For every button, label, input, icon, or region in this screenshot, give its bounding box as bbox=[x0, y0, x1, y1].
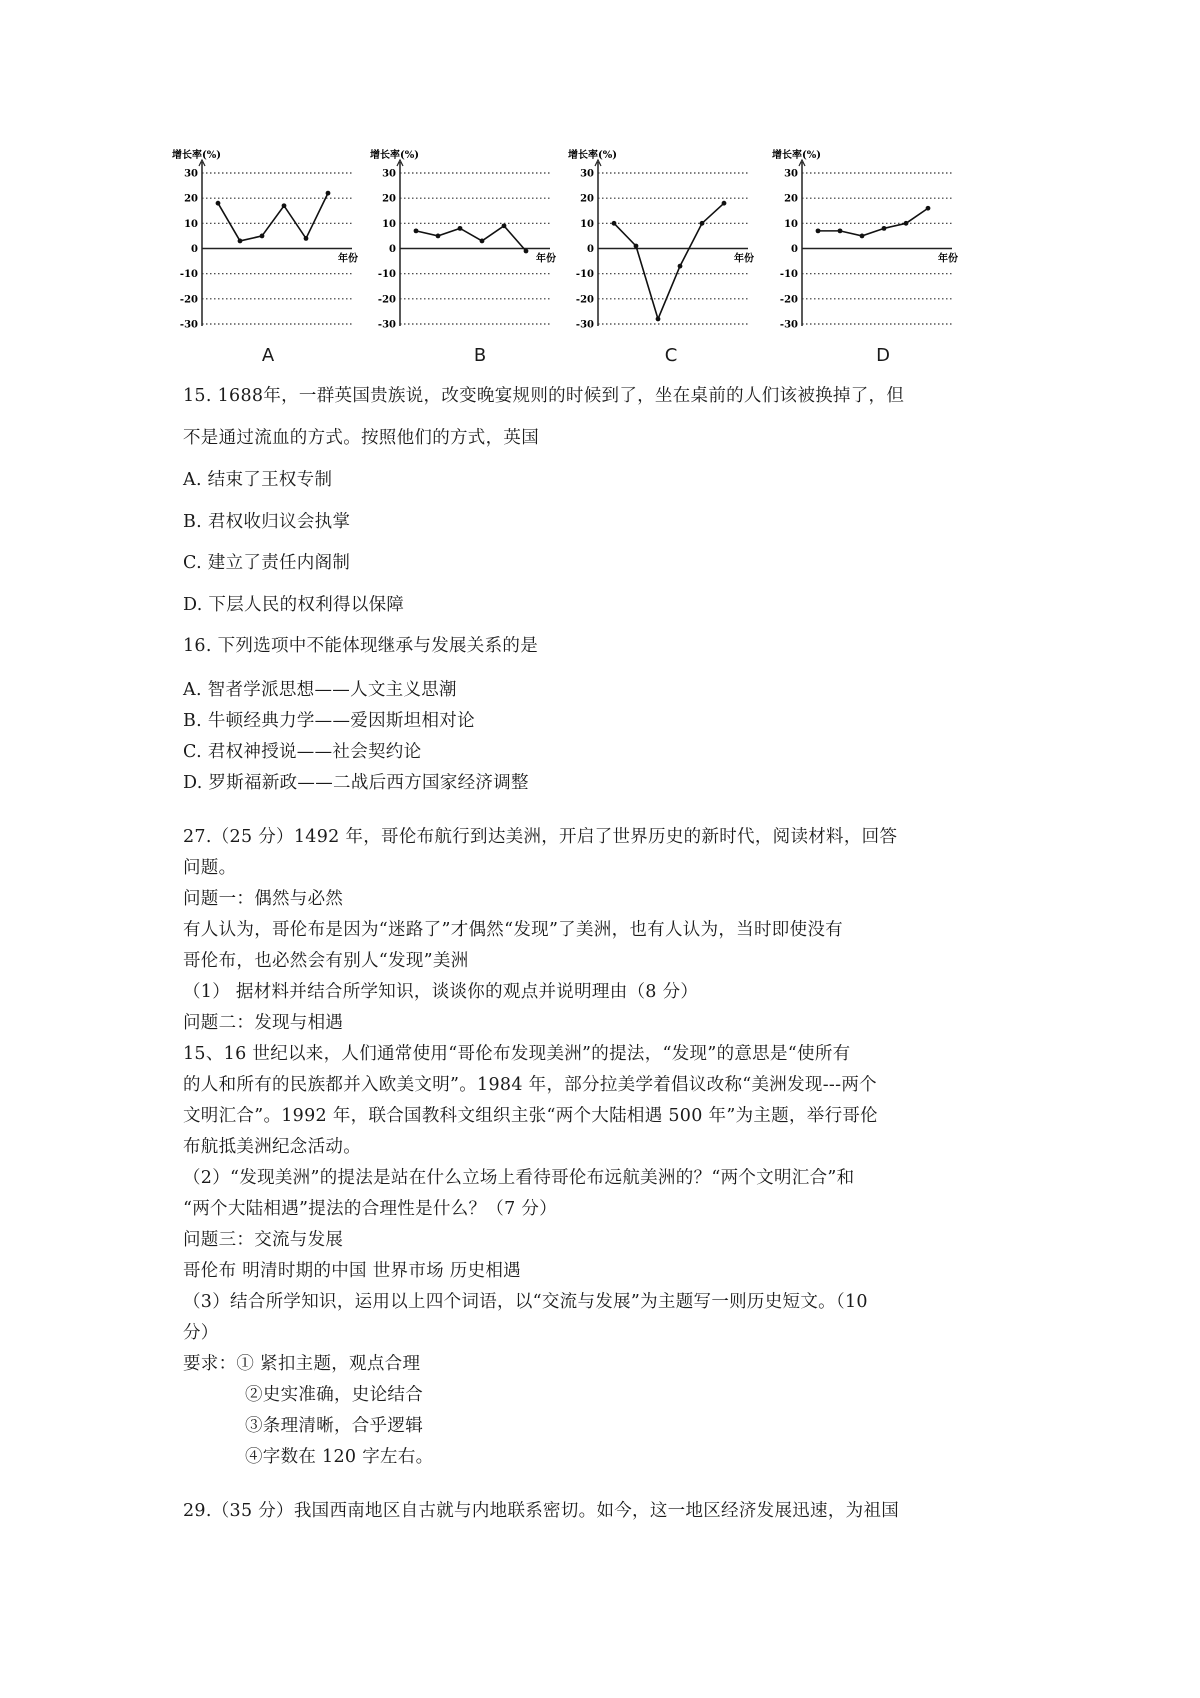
y-tick-label: 20 bbox=[580, 193, 594, 205]
chart-b bbox=[368, 150, 568, 350]
y-axis-title: 增长率(%) bbox=[370, 150, 419, 161]
q27-line: （3）结合所学知识，运用以上四个词语，以“交流与发展”为主题写一则历史短文。（10 bbox=[183, 1292, 868, 1312]
q16-stem: 16. 下列选项中不能体现继承与发展关系的是 bbox=[183, 636, 538, 656]
y-tick-label: -10 bbox=[779, 269, 798, 281]
data-point bbox=[700, 221, 705, 226]
q27-line: （2）“发现美洲”的提法是站在什么立场上看待哥伦布远航美洲的？“两个文明汇合”和 bbox=[183, 1168, 855, 1188]
q27-line: 问题。 bbox=[183, 858, 237, 878]
y-tick-label: -10 bbox=[377, 269, 396, 281]
q27-line: 布航抵美洲纪念活动。 bbox=[183, 1137, 361, 1157]
q27-line: 文明汇合”。1992 年，联合国教科文组织主张“两个大陆相遇 500 年”为主题，举行哥伦 bbox=[183, 1106, 878, 1126]
data-point bbox=[260, 234, 265, 239]
data-point bbox=[326, 191, 331, 196]
data-point bbox=[304, 236, 309, 241]
q27-line: 问题二：发现与相遇 bbox=[183, 1013, 344, 1033]
chart-letter-c: C bbox=[664, 345, 678, 366]
y-tick-label: 30 bbox=[184, 168, 198, 180]
q16-option-a: A. 智者学派思想——人文主义思潮 bbox=[183, 680, 457, 700]
data-point bbox=[502, 223, 507, 228]
y-tick-label: 0 bbox=[587, 244, 594, 255]
q15-line-2: 不是通过流血的方式。按照他们的方式，英国 bbox=[183, 428, 539, 448]
chart-c bbox=[566, 150, 766, 350]
data-point bbox=[678, 264, 683, 269]
q16-option-d: D. 罗斯福新政——二战后西方国家经济调整 bbox=[183, 773, 529, 793]
q27-line: 27.（25 分）1492 年，哥伦布航行到达美洲，开启了世界历史的新时代，阅读材料，回答 bbox=[183, 827, 898, 847]
data-point bbox=[904, 221, 909, 226]
y-tick-label: 10 bbox=[382, 218, 396, 230]
data-point bbox=[414, 228, 419, 233]
data-point bbox=[480, 239, 485, 244]
y-tick-label: -20 bbox=[779, 294, 798, 306]
x-axis-title: 年份 bbox=[536, 253, 556, 265]
y-tick-label: 0 bbox=[191, 244, 198, 255]
x-axis-title: 年份 bbox=[938, 253, 958, 265]
y-tick-label: -30 bbox=[575, 319, 594, 331]
data-point bbox=[524, 249, 529, 254]
data-point bbox=[216, 201, 221, 206]
q27-line: 问题一：偶然与必然 bbox=[183, 889, 344, 909]
q15-option-a: A. 结束了王权专制 bbox=[183, 470, 333, 490]
q27-line: 要求：① 紧扣主题，观点合理 bbox=[183, 1354, 421, 1374]
series-line bbox=[416, 226, 526, 251]
y-tick-label: 0 bbox=[791, 244, 798, 255]
q27-line: 哥伦布 明清时期的中国 世界市场 历史相遇 bbox=[183, 1261, 521, 1281]
q27-line: 的人和所有的民族都并入欧美文明”。1984 年，部分拉美学着倡议改称“美洲发现---两个 bbox=[183, 1075, 877, 1095]
data-point bbox=[926, 206, 931, 211]
q29-line-1: 29.（35 分）我国西南地区自古就与内地联系密切。如今，这一地区经济发展迅速，为祖国 bbox=[183, 1501, 900, 1521]
x-axis-title: 年份 bbox=[338, 253, 358, 265]
q27-line: “两个大陆相遇”提法的合理性是什么？（7 分） bbox=[183, 1199, 557, 1219]
data-point bbox=[656, 317, 661, 322]
data-point bbox=[816, 228, 821, 233]
data-point bbox=[282, 203, 287, 208]
y-tick-label: 10 bbox=[184, 218, 198, 230]
q27-line: 哥伦布，也必然会有别人“发现”美洲 bbox=[183, 951, 469, 971]
chart-svg bbox=[770, 150, 970, 350]
q27-requirement: ③条理清晰，合乎逻辑 bbox=[245, 1416, 423, 1436]
data-point bbox=[634, 244, 639, 249]
y-axis-title: 增长率(%) bbox=[568, 150, 617, 161]
y-tick-label: -10 bbox=[179, 269, 198, 281]
y-axis-title: 增长率(%) bbox=[172, 150, 221, 161]
q27-line: 15、16 世纪以来，人们通常使用“哥伦布发现美洲”的提法，“发现”的意思是“使所有 bbox=[183, 1044, 851, 1064]
y-tick-label: -20 bbox=[179, 294, 198, 306]
data-point bbox=[612, 221, 617, 226]
series-line bbox=[818, 208, 928, 236]
data-point bbox=[238, 239, 243, 244]
chart-d bbox=[770, 150, 970, 350]
x-axis-title: 年份 bbox=[734, 253, 754, 265]
y-axis-title: 增长率(%) bbox=[772, 150, 821, 161]
y-tick-label: -20 bbox=[377, 294, 396, 306]
y-tick-label: 20 bbox=[382, 193, 396, 205]
chart-a bbox=[170, 150, 370, 350]
q27-line: 问题三：交流与发展 bbox=[183, 1230, 344, 1250]
q16-option-c: C. 君权神授说——社会契约论 bbox=[183, 742, 422, 762]
y-tick-label: 20 bbox=[184, 193, 198, 205]
chart-svg bbox=[170, 150, 370, 350]
chart-svg bbox=[368, 150, 568, 350]
y-tick-label: 10 bbox=[580, 218, 594, 230]
y-tick-label: 30 bbox=[580, 168, 594, 180]
q27-line: 有人认为，哥伦布是因为“迷路了”才偶然“发现”了美洲，也有人认为，当时即使没有 bbox=[183, 920, 843, 940]
chart-svg bbox=[566, 150, 766, 350]
q27-line: 分） bbox=[183, 1323, 219, 1343]
q15-option-d: D. 下层人民的权利得以保障 bbox=[183, 595, 405, 615]
q15-option-b: B. 君权收归议会执掌 bbox=[183, 512, 351, 532]
y-tick-label: -30 bbox=[179, 319, 198, 331]
q27-line: （1） 据材料并结合所学知识，谈谈你的观点并说明理由（8 分） bbox=[183, 982, 699, 1002]
y-tick-label: 30 bbox=[382, 168, 396, 180]
q27-requirement: ②史实准确，史论结合 bbox=[245, 1385, 423, 1405]
y-tick-label: -30 bbox=[779, 319, 798, 331]
series-line bbox=[218, 193, 328, 241]
data-point bbox=[458, 226, 463, 231]
y-tick-label: -30 bbox=[377, 319, 396, 331]
chart-letter-a: A bbox=[261, 345, 275, 366]
data-point bbox=[722, 201, 727, 206]
y-tick-label: 10 bbox=[784, 218, 798, 230]
q15-option-c: C. 建立了责任内阁制 bbox=[183, 553, 351, 573]
y-tick-label: 30 bbox=[784, 168, 798, 180]
q27-requirement: ④字数在 120 字左右。 bbox=[245, 1447, 434, 1467]
q16-option-b: B. 牛顿经典力学——爱因斯坦相对论 bbox=[183, 711, 475, 731]
data-point bbox=[436, 234, 441, 239]
y-tick-label: 0 bbox=[389, 244, 396, 255]
chart-letter-d: D bbox=[876, 345, 890, 366]
data-point bbox=[838, 228, 843, 233]
q15-line-1: 15. 1688年，一群英国贵族说，改变晚宴规则的时候到了，坐在桌前的人们该被换掉了，但 bbox=[183, 386, 905, 406]
series-line bbox=[614, 203, 724, 319]
y-tick-label: -10 bbox=[575, 269, 594, 281]
data-point bbox=[860, 234, 865, 239]
chart-letter-b: B bbox=[473, 345, 487, 366]
data-point bbox=[882, 226, 887, 231]
y-tick-label: -20 bbox=[575, 294, 594, 306]
y-tick-label: 20 bbox=[784, 193, 798, 205]
